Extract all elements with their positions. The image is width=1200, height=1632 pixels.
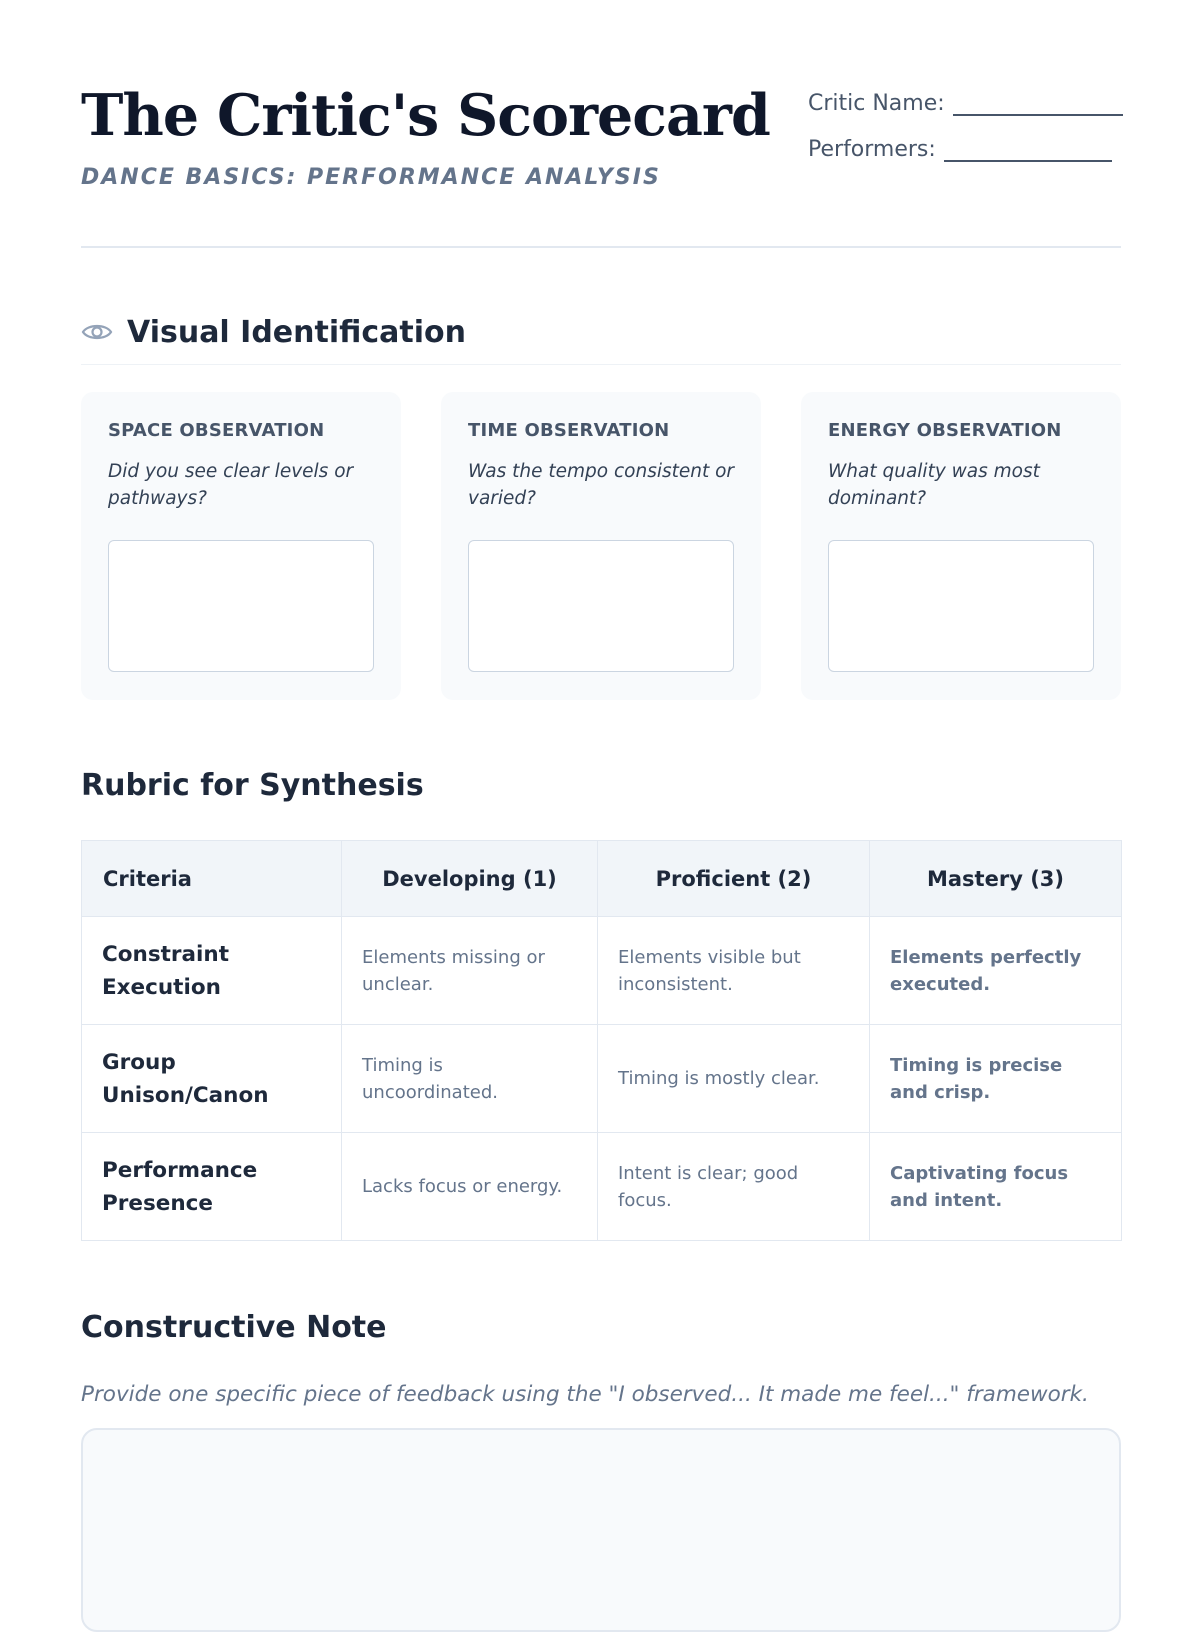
performers-row bbox=[808, 126, 1128, 162]
mastery-cell: Timing is precise and crisp. bbox=[870, 1025, 1122, 1133]
visual-identification-heading bbox=[81, 300, 1121, 365]
developing-cell: Elements missing or unclear. bbox=[342, 917, 598, 1025]
column-header-mastery: Mastery (3) bbox=[870, 841, 1122, 917]
space-observation-card bbox=[81, 392, 401, 700]
developing-cell: Timing is uncoordinated. bbox=[342, 1025, 598, 1133]
card-label: TIME OBSERVATION bbox=[468, 420, 670, 441]
column-header-proficient: Proficient (2) bbox=[598, 841, 870, 917]
developing-cell: Lacks focus or energy. bbox=[342, 1133, 598, 1241]
mastery-cell: Captivating focus and intent. bbox=[870, 1133, 1122, 1241]
header-divider bbox=[81, 246, 1121, 248]
observation-cards bbox=[81, 392, 1121, 700]
rubric-table bbox=[81, 840, 1122, 1241]
page-title: The Critic's Scorecard bbox=[81, 82, 770, 149]
performers-field[interactable] bbox=[944, 140, 1112, 162]
column-header-developing: Developing (1) bbox=[342, 841, 598, 917]
criteria-cell: Performance Presence bbox=[82, 1133, 342, 1241]
performers-label: Performers: bbox=[808, 137, 936, 162]
critic-info bbox=[808, 80, 1128, 172]
table-row bbox=[82, 917, 1122, 1025]
energy-observation-card bbox=[801, 392, 1121, 700]
constructive-note-box[interactable] bbox=[81, 1428, 1121, 1632]
constructive-note-title: Constructive Note bbox=[81, 1310, 387, 1345]
time-observation-card bbox=[441, 392, 761, 700]
criteria-cell: Constraint Execution bbox=[82, 917, 342, 1025]
card-label: ENERGY OBSERVATION bbox=[828, 420, 1062, 441]
table-row bbox=[82, 1025, 1122, 1133]
time-answer-box[interactable] bbox=[468, 540, 734, 672]
proficient-cell: Intent is clear; good focus. bbox=[598, 1133, 870, 1241]
visual-identification-title: Visual Identification bbox=[127, 314, 466, 350]
mastery-cell: Elements perfectly executed. bbox=[870, 917, 1122, 1025]
space-answer-box[interactable] bbox=[108, 540, 374, 672]
critic-name-field[interactable] bbox=[953, 94, 1123, 116]
column-header-criteria: Criteria bbox=[82, 841, 342, 917]
criteria-cell: Group Unison/Canon bbox=[82, 1025, 342, 1133]
card-question: Did you see clear levels or pathways? bbox=[108, 461, 354, 509]
constructive-note-hint: Provide one specific piece of feedback using the "I observed... It made me feel..." framework. bbox=[81, 1382, 1089, 1407]
card-question: Was the tempo consistent or varied? bbox=[468, 461, 735, 509]
rubric-title: Rubric for Synthesis bbox=[81, 768, 424, 803]
card-label: SPACE OBSERVATION bbox=[108, 420, 325, 441]
page-subtitle: DANCE BASICS: PERFORMANCE ANALYSIS bbox=[81, 165, 661, 190]
proficient-cell: Timing is mostly clear. bbox=[598, 1025, 870, 1133]
critic-name-row bbox=[808, 80, 1128, 116]
card-question: What quality was most dominant? bbox=[828, 461, 1040, 509]
rubric-header-row bbox=[82, 841, 1122, 917]
critic-name-label: Critic Name: bbox=[808, 91, 945, 116]
table-row bbox=[82, 1133, 1122, 1241]
energy-answer-box[interactable] bbox=[828, 540, 1094, 672]
eye-icon bbox=[81, 316, 113, 348]
proficient-cell: Elements visible but inconsistent. bbox=[598, 917, 870, 1025]
